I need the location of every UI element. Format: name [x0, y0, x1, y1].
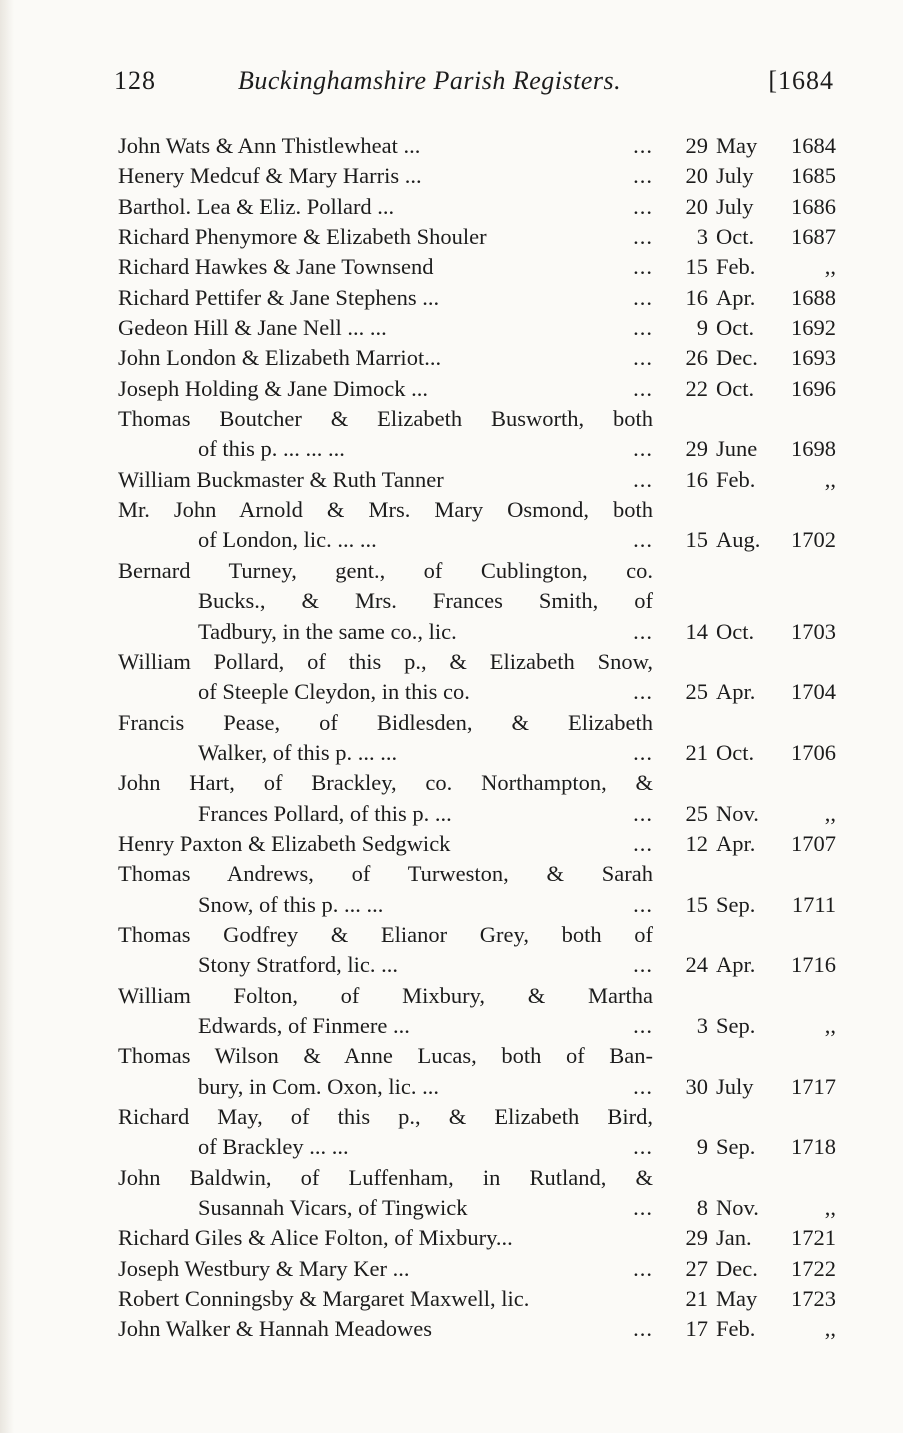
leader-dots: ...: [633, 254, 653, 280]
entry-month: Sep.: [716, 891, 756, 917]
register-line: [118, 768, 838, 798]
entry-month: Dec.: [716, 1255, 758, 1281]
entry-text: Joseph Holding & Jane Dimock ...: [118, 375, 428, 401]
entry-text: Bernard Turney, gent., of Cublington, co.: [118, 557, 653, 583]
entry-day: 27: [685, 1255, 708, 1281]
entry-month: Dec.: [716, 345, 758, 371]
entry-text: William Folton, of Mixbury, & Martha: [118, 982, 653, 1008]
entry-year: 1702: [791, 527, 836, 553]
entry-month: July: [716, 193, 754, 219]
entry-month: Oct.: [716, 618, 755, 644]
entry-day: 15: [685, 527, 708, 553]
entry-day: 16: [685, 466, 708, 492]
entry-year: 1711: [791, 891, 836, 917]
entry-text: Joseph Westbury & Mary Ker ...: [118, 1255, 410, 1281]
entry-month: Feb.: [716, 254, 756, 280]
entry-day: 21: [685, 739, 708, 765]
register-line: [118, 647, 838, 677]
entry-day: 20: [685, 193, 708, 219]
entry-month: Oct.: [716, 739, 755, 765]
entry-month: Nov.: [716, 800, 759, 826]
scan-edge-shadow: [0, 0, 14, 1433]
entry-year: 1723: [791, 1286, 836, 1312]
entry-day: 9: [696, 1134, 708, 1160]
entry-day: 24: [685, 952, 708, 978]
register-line: [118, 434, 838, 464]
entry-month: Oct.: [716, 375, 755, 401]
leader-dots: ...: [633, 436, 653, 462]
leader-dots: ...: [633, 466, 653, 492]
entry-year: 1693: [791, 345, 836, 371]
entry-text: Barthol. Lea & Eliz. Pollard ...: [118, 193, 395, 219]
register-line: [118, 1041, 838, 1071]
entry-day: 29: [685, 436, 708, 462]
entry-day: 21: [685, 1286, 708, 1312]
register-line: [118, 1132, 838, 1162]
entry-text: John Baldwin, of Luffenham, in Rutland, &: [118, 1164, 653, 1190]
entry-day: 25: [685, 679, 708, 705]
register-line: [118, 192, 838, 222]
leader-dots: ...: [633, 891, 653, 917]
entry-month: Apr.: [716, 284, 756, 310]
entry-text: William Pollard, of this p., & Elizabeth Snow,: [118, 648, 653, 674]
marriage-register-entries: [118, 131, 838, 1345]
entry-text: Henry Paxton & Elizabeth Sedgwick: [118, 830, 451, 856]
page-number: 128: [114, 66, 156, 95]
entry-month: Sep.: [716, 1134, 756, 1160]
register-line: [118, 343, 838, 373]
register-line: [118, 859, 838, 889]
leader-dots: ...: [633, 527, 653, 553]
entry-day: 9: [696, 315, 708, 341]
entry-month: Jan.: [716, 1225, 752, 1251]
entry-day: 30: [685, 1073, 708, 1099]
entry-year: 1692: [791, 315, 836, 341]
entry-day: 22: [685, 375, 708, 401]
entry-year: 1721: [791, 1225, 836, 1251]
entry-year: 1687: [791, 224, 836, 250]
entry-text: Frances Pollard, of this p. ...: [198, 800, 452, 826]
entry-text: Gedeon Hill & Jane Nell ... ...: [118, 315, 387, 341]
register-line: [118, 404, 838, 434]
leader-dots: ...: [633, 284, 653, 310]
entry-month: May: [716, 133, 758, 158]
entry-year: 1684: [791, 133, 836, 158]
leader-dots: ...: [633, 1012, 653, 1038]
register-line: [118, 1102, 838, 1132]
entry-text: Thomas Andrews, of Turweston, & Sarah: [118, 861, 653, 887]
entry-text: Mr. John Arnold & Mrs. Mary Osmond, both: [118, 497, 653, 523]
register-line: [118, 465, 838, 495]
entry-month: Feb.: [716, 1316, 756, 1342]
register-line: [118, 1193, 838, 1223]
entry-text: Tadbury, in the same co., lic.: [198, 618, 457, 644]
entry-year: 1685: [791, 163, 836, 189]
register-line: [118, 1284, 838, 1314]
register-line: [118, 313, 838, 343]
entry-year: 1716: [791, 952, 836, 978]
register-line: [118, 161, 838, 191]
entry-text: of London, lic. ... ...: [198, 527, 377, 553]
entry-year: 1722: [791, 1255, 836, 1281]
leader-dots: ...: [633, 739, 653, 765]
register-line: [118, 374, 838, 404]
register-line: [118, 1314, 838, 1344]
entry-year: 1698: [791, 436, 836, 462]
register-line: [118, 1163, 838, 1193]
entry-text: Walker, of this p. ... ...: [198, 739, 398, 765]
register-line: [118, 890, 838, 920]
leader-dots: ...: [633, 193, 653, 219]
register-line: [118, 556, 838, 586]
register-line: [118, 586, 838, 616]
entry-text: Henery Medcuf & Mary Harris ...: [118, 163, 422, 189]
entry-day: 25: [685, 800, 708, 826]
entry-text: bury, in Com. Oxon, lic. ...: [198, 1073, 440, 1099]
entry-text: of Steeple Cleydon, in this co.: [198, 679, 470, 705]
entry-text: Richard Pettifer & Jane Stephens ...: [118, 284, 440, 310]
register-line: [118, 617, 838, 647]
register-line: [118, 677, 838, 707]
register-line: [118, 829, 838, 859]
entry-year: ,,: [824, 800, 836, 826]
page-header: [114, 66, 834, 106]
entry-day: 17: [685, 1316, 708, 1342]
leader-dots: ...: [633, 618, 653, 644]
register-line: [118, 799, 838, 829]
entry-text: Susannah Vicars, of Tingwick: [198, 1195, 468, 1221]
register-line: [118, 525, 838, 555]
leader-dots: ...: [633, 1255, 653, 1281]
register-line: [118, 1254, 838, 1284]
entry-day: 26: [685, 345, 708, 371]
entry-month: Apr.: [716, 679, 756, 705]
register-line: [118, 1223, 838, 1253]
entry-year: 1718: [791, 1134, 836, 1160]
register-line: [118, 738, 838, 768]
entry-month: Aug.: [716, 527, 761, 553]
entry-year: 1688: [791, 284, 836, 310]
running-title: Buckinghamshire Parish Registers.: [238, 66, 622, 95]
leader-dots: ...: [633, 830, 653, 856]
entry-text: Richard Hawkes & Jane Townsend: [118, 254, 434, 280]
entry-year: ,,: [824, 1195, 836, 1221]
entry-text: John London & Elizabeth Marriot...: [118, 345, 442, 371]
entry-month: July: [716, 163, 754, 189]
entry-text: Edwards, of Finmere ...: [198, 1012, 410, 1038]
entry-text: John Wats & Ann Thistlewheat ...: [118, 133, 421, 158]
leader-dots: ...: [633, 375, 653, 401]
entry-day: 29: [685, 133, 708, 158]
entry-day: 8: [696, 1195, 708, 1221]
leader-dots: ...: [633, 315, 653, 341]
register-line: [118, 495, 838, 525]
leader-dots: ...: [633, 133, 653, 158]
entry-year: ,,: [824, 1316, 836, 1342]
entry-month: Sep.: [716, 1012, 756, 1038]
entry-month: Apr.: [716, 830, 756, 856]
entry-text: Francis Pease, of Bidlesden, & Elizabeth: [118, 709, 653, 735]
leader-dots: ...: [633, 1073, 653, 1099]
entry-text: Thomas Godfrey & Elianor Grey, both of: [118, 921, 653, 947]
leader-dots: ...: [633, 224, 653, 250]
entry-text: Richard May, of this p., & Elizabeth Bird,: [118, 1104, 653, 1129]
entry-day: 3: [696, 224, 708, 250]
entry-text: Richard Phenymore & Elizabeth Shouler: [118, 224, 487, 250]
entry-year: 1696: [791, 375, 836, 401]
entry-year: ,,: [824, 466, 836, 492]
entry-year: 1706: [791, 739, 836, 765]
header-year: [1684: [768, 66, 834, 95]
entry-month: Oct.: [716, 224, 755, 250]
entry-month: Apr.: [716, 952, 756, 978]
entry-day: 14: [685, 618, 708, 644]
leader-dots: ...: [633, 800, 653, 826]
entry-month: Feb.: [716, 466, 756, 492]
register-line: [118, 1072, 838, 1102]
register-line: [118, 283, 838, 313]
entry-text: Robert Conningsby & Margaret Maxwell, lic.: [118, 1286, 530, 1312]
leader-dots: ...: [633, 345, 653, 371]
entry-year: ,,: [824, 1012, 836, 1038]
entry-month: May: [716, 1286, 758, 1312]
entry-month: June: [716, 436, 758, 462]
entry-text: Richard Giles & Alice Folton, of Mixbury...: [118, 1225, 513, 1251]
entry-day: 15: [685, 891, 708, 917]
register-line: [118, 1011, 838, 1041]
entry-text: Thomas Boutcher & Elizabeth Busworth, both: [118, 406, 653, 432]
entry-text: of this p. ... ... ...: [198, 436, 345, 462]
leader-dots: ...: [633, 1316, 653, 1342]
entry-year: 1707: [791, 830, 836, 856]
entry-day: 16: [685, 284, 708, 310]
register-line: [118, 981, 838, 1011]
entry-month: Nov.: [716, 1195, 759, 1221]
entry-year: ,,: [824, 254, 836, 280]
entry-text: Bucks., & Mrs. Frances Smith, of: [198, 588, 653, 614]
leader-dots: ...: [633, 163, 653, 189]
register-line: [118, 950, 838, 980]
entry-text: of Brackley ... ...: [198, 1134, 349, 1160]
entry-day: 3: [696, 1012, 708, 1038]
leader-dots: ...: [633, 1134, 653, 1160]
register-line: [118, 708, 838, 738]
entry-day: 15: [685, 254, 708, 280]
leader-dots: ...: [633, 1195, 653, 1221]
leader-dots: ...: [633, 952, 653, 978]
entry-text: John Walker & Hannah Meadowes: [118, 1316, 432, 1342]
entry-text: William Buckmaster & Ruth Tanner: [118, 466, 444, 492]
register-line: [118, 222, 838, 252]
register-line: [118, 920, 838, 950]
entry-year: 1703: [791, 618, 836, 644]
entry-month: Oct.: [716, 315, 755, 341]
register-line: [118, 131, 838, 161]
register-line: [118, 252, 838, 282]
entry-text: Stony Stratford, lic. ...: [198, 952, 398, 978]
entry-text: Snow, of this p. ... ...: [198, 891, 384, 917]
entry-text: John Hart, of Brackley, co. Northampton, &: [118, 770, 653, 796]
entry-month: July: [716, 1073, 754, 1099]
leader-dots: ...: [633, 679, 653, 705]
entry-day: 12: [685, 830, 708, 856]
entry-year: 1704: [791, 679, 836, 705]
entry-year: 1717: [791, 1073, 836, 1099]
entry-day: 20: [685, 163, 708, 189]
entry-year: 1686: [791, 193, 836, 219]
entry-day: 29: [685, 1225, 708, 1251]
entry-text: Thomas Wilson & Anne Lucas, both of Ban-: [118, 1043, 653, 1069]
